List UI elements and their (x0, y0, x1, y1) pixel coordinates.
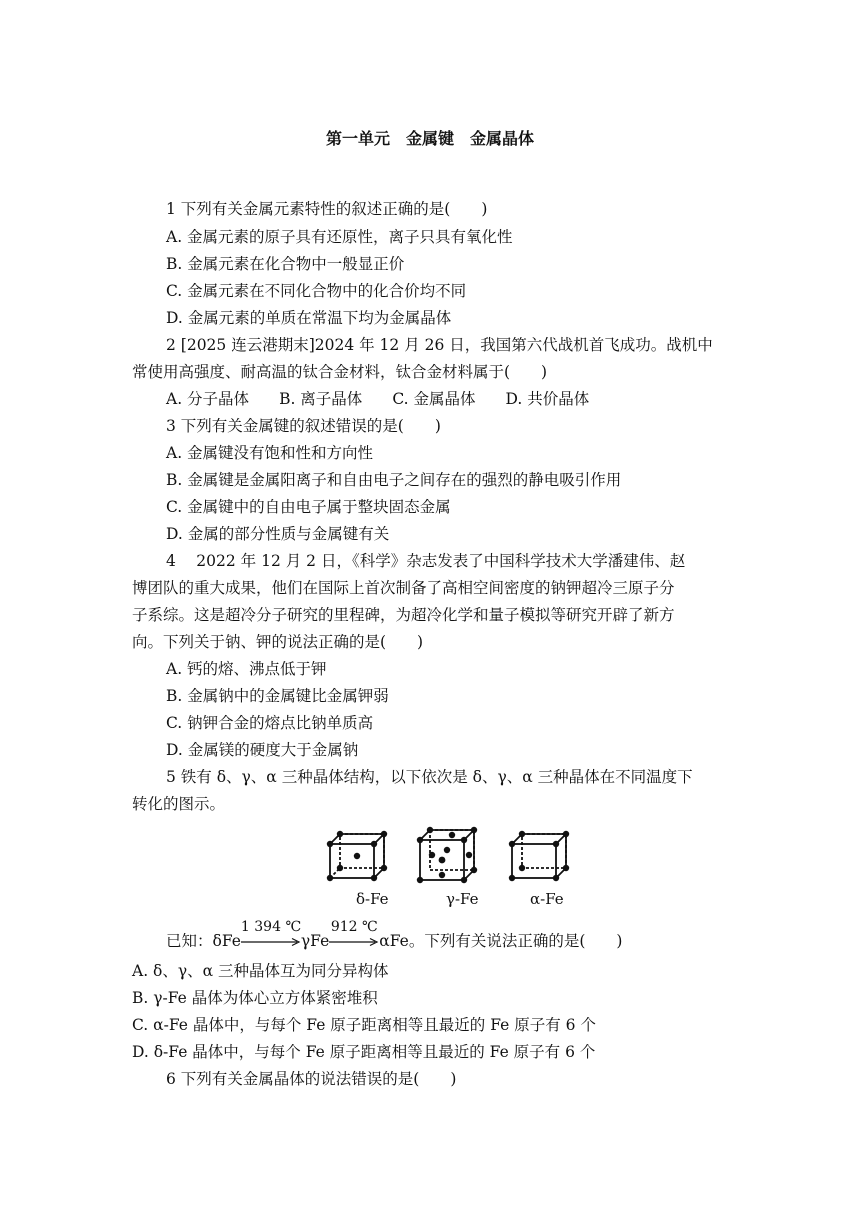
q5-known-prefix: 已知：δFe (166, 932, 241, 950)
q5-option-b: B. γ-Fe 晶体为体心立方体紧密堆积 (132, 989, 378, 1007)
alpha-fe-label: α-Fe (530, 890, 564, 908)
alpha-fe-cube (512, 834, 566, 878)
q1-option-d: D. 金属元素的单质在常温下均为金属晶体 (166, 309, 452, 327)
q1-option-c: C. 金属元素在不同化合物中的化合价均不同 (166, 282, 467, 300)
arrow-temp-912: 912 ℃ (330, 919, 378, 935)
q3-option-c: C. 金属键中的自由电子属于整块固态金属 (166, 498, 451, 516)
q5-stem-line1: 5 铁有 δ、γ、α 三种晶体结构，以下依次是 δ、γ、α 三种晶体在不同温度下 (166, 768, 693, 786)
q3-stem: 3 下列有关金属键的叙述错误的是( ) (166, 417, 441, 435)
q1-option-a: A. 金属元素的原子具有还原性，离子只具有氧化性 (166, 228, 513, 246)
delta-fe-label: δ-Fe (356, 890, 389, 908)
right-arrow-icon (329, 937, 379, 947)
arrow-1394 (240, 919, 302, 952)
q4-stem-line1: 4 2022 年 12 月 2 日，《科学》杂志发表了中国科学技术大学潘建伟、赵 (166, 552, 686, 570)
q2-option-c: C. 金属晶体 (392, 390, 476, 408)
q4-option-a: A. 钙的熔、沸点低于钾 (166, 660, 327, 678)
right-arrow-icon (241, 937, 301, 947)
q4-option-d: D. 金属镁的硬度大于金属钠 (166, 741, 359, 759)
q2-option-a: A. 分子晶体 (166, 390, 250, 408)
q5-stem-line2: 转化的图示。 (132, 795, 226, 813)
q1-stem: 1 下列有关金属元素特性的叙述正确的是( ) (166, 200, 488, 218)
q3-option-d: D. 金属的部分性质与金属键有关 (166, 525, 390, 543)
q2-options (166, 388, 619, 410)
q5-option-c: C. α-Fe 晶体中，与每个 Fe 原子距离相等且最近的 Fe 原子有 6 个 (132, 1016, 596, 1034)
q4-option-b: B. 金属钠中的金属键比金属钾弱 (166, 687, 389, 705)
q6-stem: 6 下列有关金属晶体的说法错误的是( ) (166, 1070, 457, 1088)
q3-option-b: B. 金属键是金属阳离子和自由电子之间存在的强烈的静电吸引作用 (166, 471, 622, 489)
arrow-temp-1394: 1 394 ℃ (240, 919, 302, 935)
q5-gamma-fe: γFe (300, 932, 330, 950)
q5-known-equation (166, 919, 623, 952)
q4-stem-line3: 子系综。这是超冷分子研究的里程碑，为超冷化学和量子模拟等研究开辟了新方 (132, 606, 675, 624)
q3-option-a: A. 金属键没有饱和性和方向性 (166, 444, 374, 462)
q4-stem-line2: 博团队的重大成果，他们在国际上首次制备了高相空间密度的钠钾超冷三原子分 (132, 579, 675, 597)
q5-option-d: D. δ-Fe 晶体中，与每个 Fe 原子距离相等且最近的 Fe 原子有 6 个 (132, 1043, 596, 1061)
q2-option-d: D. 共价晶体 (505, 390, 590, 408)
q4-option-c: C. 钠钾合金的熔点比钠单质高 (166, 714, 374, 732)
q2-stem-line2: 常使用高强度、耐高温的钛合金材料，钛合金材料属于( ) (132, 363, 548, 381)
q1-option-b: B. 金属元素在化合物中一般显正价 (166, 255, 405, 273)
arrow-912 (329, 919, 379, 952)
q4-stem-line4: 向。下列关于钠、钾的说法正确的是( ) (132, 633, 424, 651)
gamma-fe-label: γ-Fe (446, 890, 479, 908)
q5-option-a: A. δ、γ、α 三种晶体互为同分异构体 (132, 962, 389, 980)
page-title: 第一单元 金属键 金属晶体 (325, 129, 534, 148)
q2-stem-line1: 2 [2025 连云港期末]2024 年 12 月 26 日，我国第六代战机首飞成功。战机中 (166, 336, 713, 354)
q5-known-suffix: αFe。下列有关说法正确的是( ) (379, 932, 623, 950)
q2-option-b: B. 离子晶体 (279, 390, 363, 408)
